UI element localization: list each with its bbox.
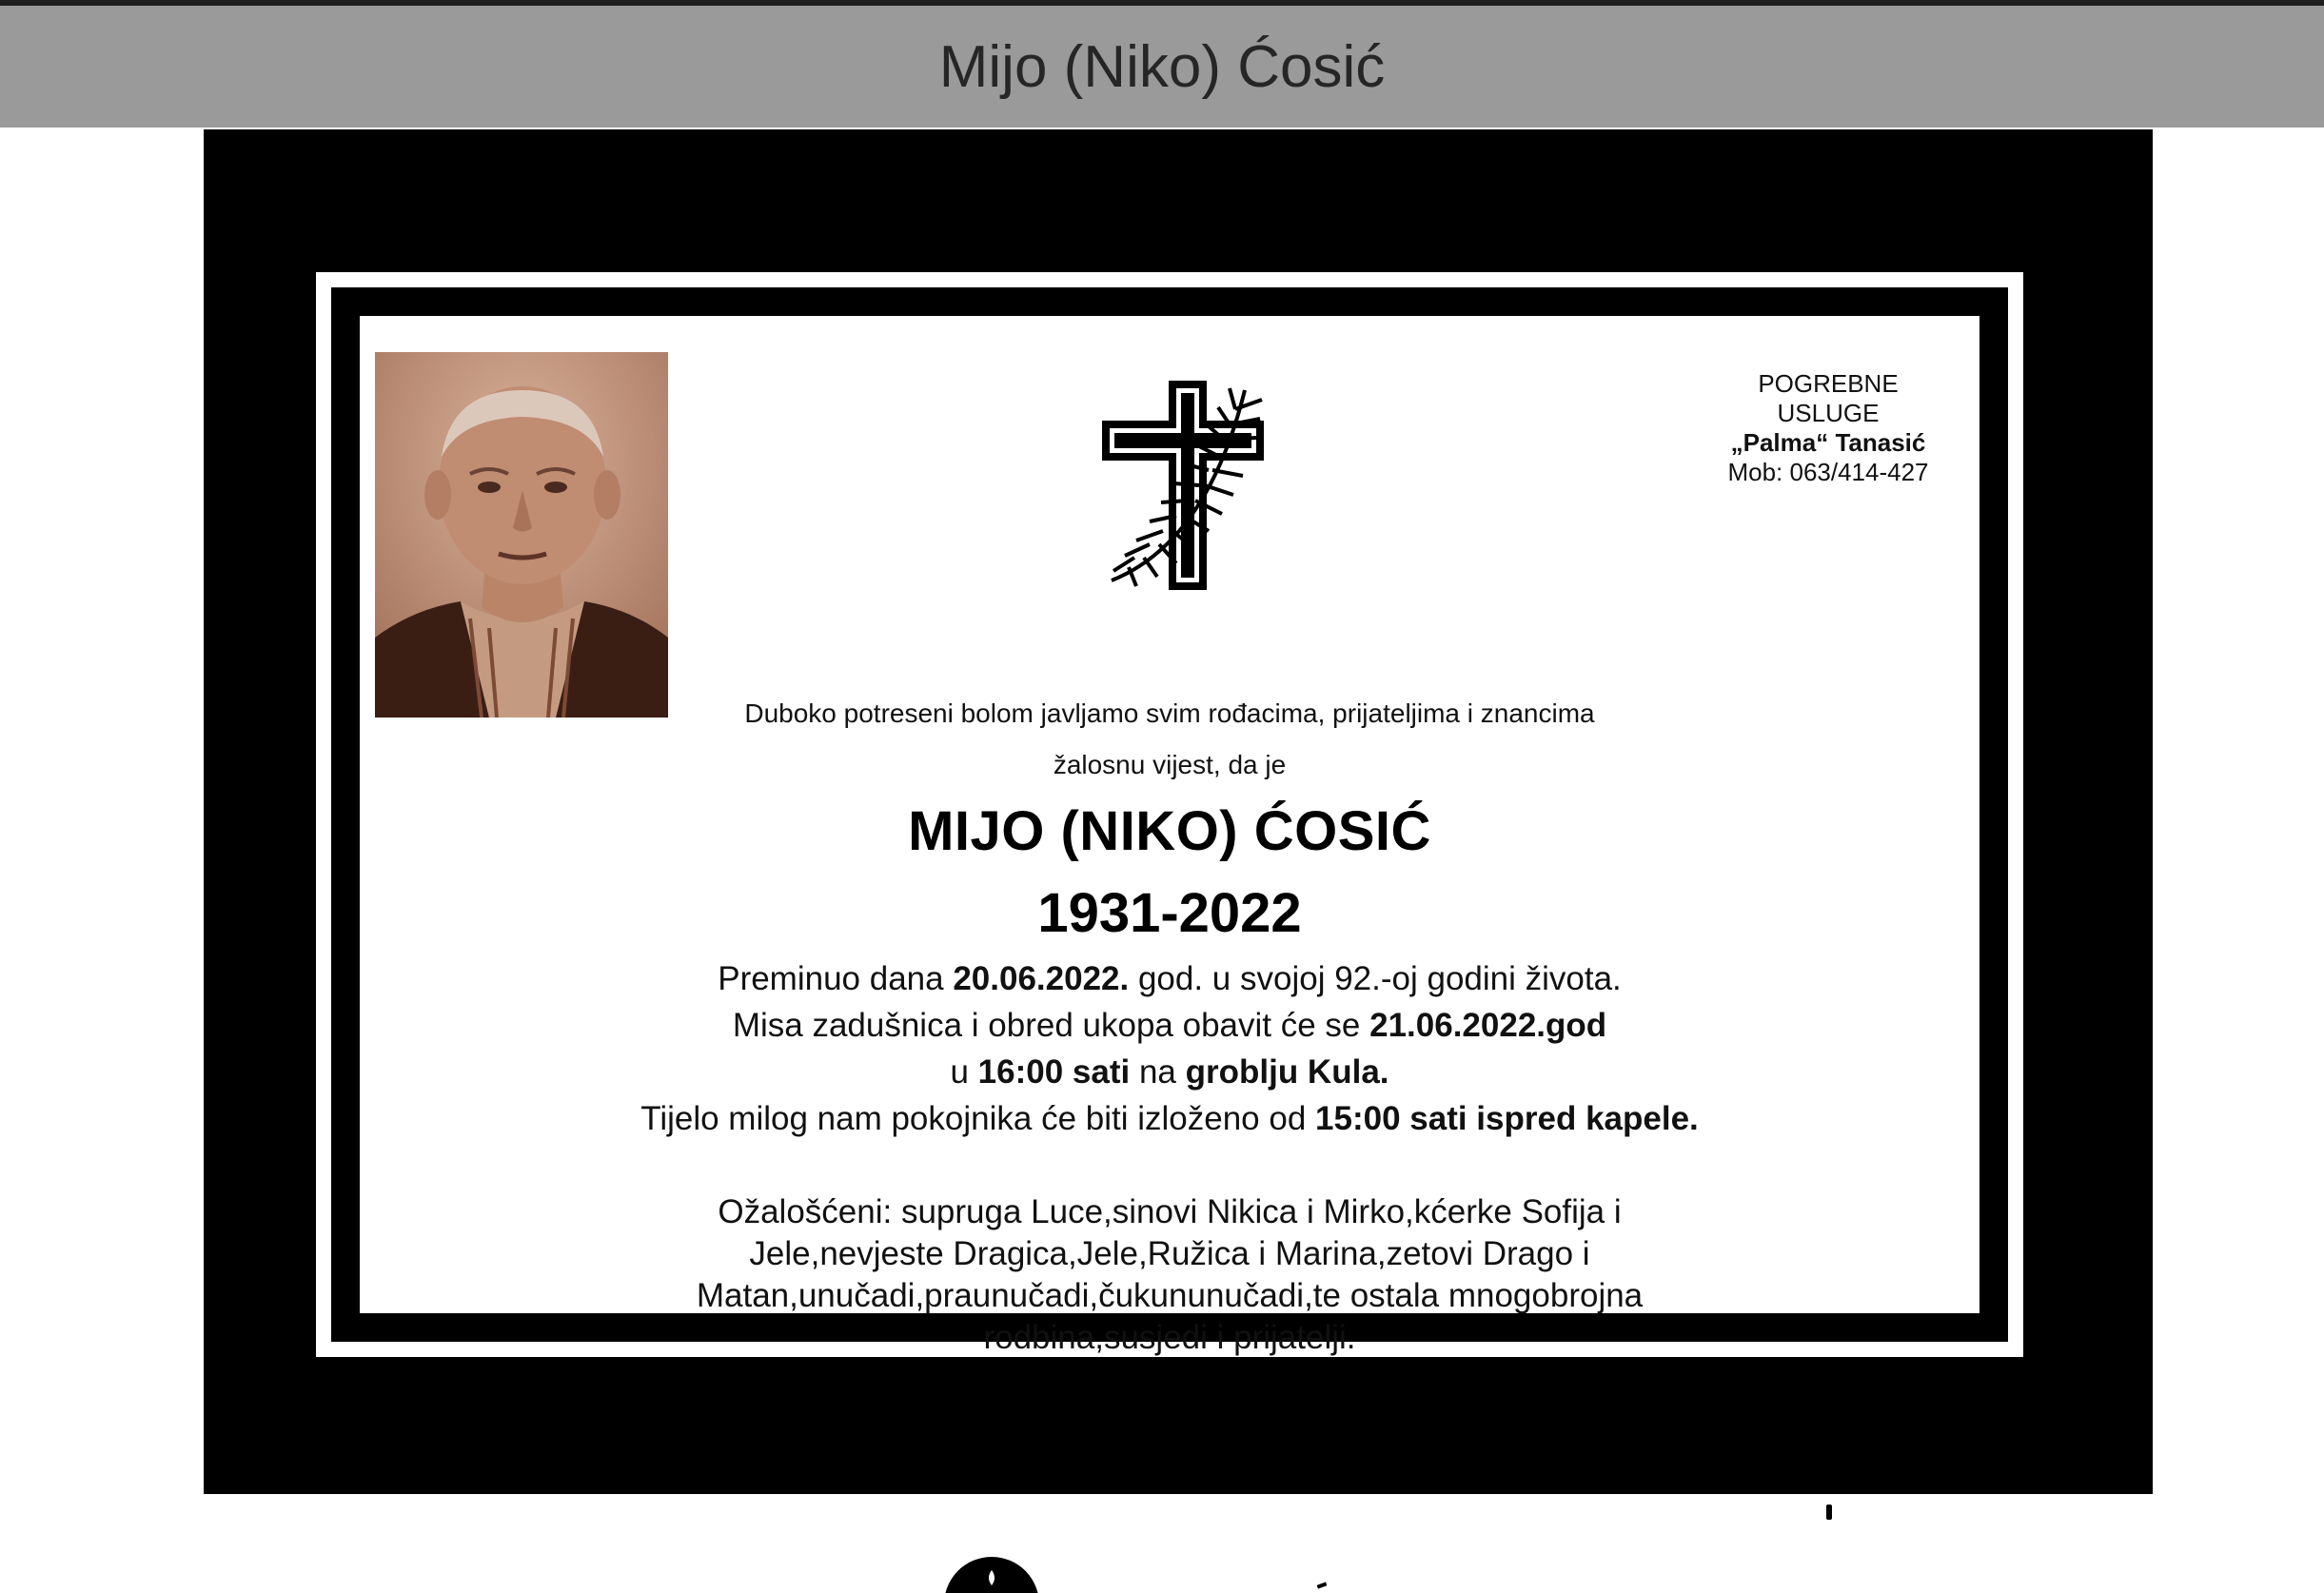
mass-text: Misa zadušnica i obred ukopa obavit će se [732,1007,1370,1044]
mass-line [360,1002,1979,1049]
company-line2: USLUGE [1777,399,1880,427]
obituary-frame [316,272,2023,1357]
deceased-years: 1931-2022 [1037,882,1302,944]
page-title: Mijo (Niko) Ćosić [938,33,1386,100]
viewing-time-value: 15:00 sati ispred kapele. [1315,1100,1699,1137]
bottom-accent-mark [1317,1582,1328,1588]
cross-palm-icon [1093,371,1273,600]
intro-line-1: Duboko potreseni bolom javljamo svim rođacima, prijateljima i znancima [744,698,1595,728]
intro-line-2: žalosnu vijest, da je [1053,750,1287,779]
obituary-content [360,316,1979,1356]
death-age-text: god. u svojoj 92.-oj godini života. [1129,960,1622,997]
burial-time-line [360,1049,1979,1095]
obituary-image[interactable] [204,129,2153,1526]
burial-connector: na [1130,1053,1186,1091]
frame-border [331,287,2008,1356]
death-date-line [360,955,1979,1002]
deceased-name: MIJO (NIKO) ĆOSIĆ [908,800,1431,862]
notice-details [360,955,1979,1142]
watermark [1814,1496,2016,1527]
mourners-list: Ožalošćeni: supruga Luce,sinovi Nikica i Mirko,kćerke Sofija i Jele,nevjeste Dragica,Jele,Ružica i Marina,zetovi Drago i Matan,unučadi,praunučadi,čukununučadi,te ostala mnogobrojna rodbina,susjedi i prijatelji. [696,1193,1644,1356]
burial-prefix: u [950,1053,978,1091]
death-date-text: Preminuo dana [718,960,954,997]
company-name: „Palma“ Tanasić [1730,428,1926,457]
viewing-line [360,1095,1979,1142]
burial-place-value: groblju Kula. [1185,1053,1389,1091]
death-date-value: 20.06.2022. [953,960,1130,997]
company-phone: Mob: 063/414-427 [1727,458,1929,486]
page-header [0,6,2324,128]
funeral-service-info [1719,369,1938,487]
mass-date-value: 21.06.2022.god [1369,1007,1607,1044]
burial-time-value: 16:00 sati [977,1053,1131,1091]
company-line1: POGREBNE [1758,369,1899,398]
portrait-illustration [375,352,668,718]
watermark-text: smrtnice KSB [1848,1496,2016,1526]
viewing-text: Tijelo milog nam pokojnika će biti izloženo od [640,1100,1316,1137]
deceased-photo [375,352,668,718]
candle-icon [1814,1497,1844,1527]
bottom-candle-icon[interactable] [944,1557,1039,1593]
